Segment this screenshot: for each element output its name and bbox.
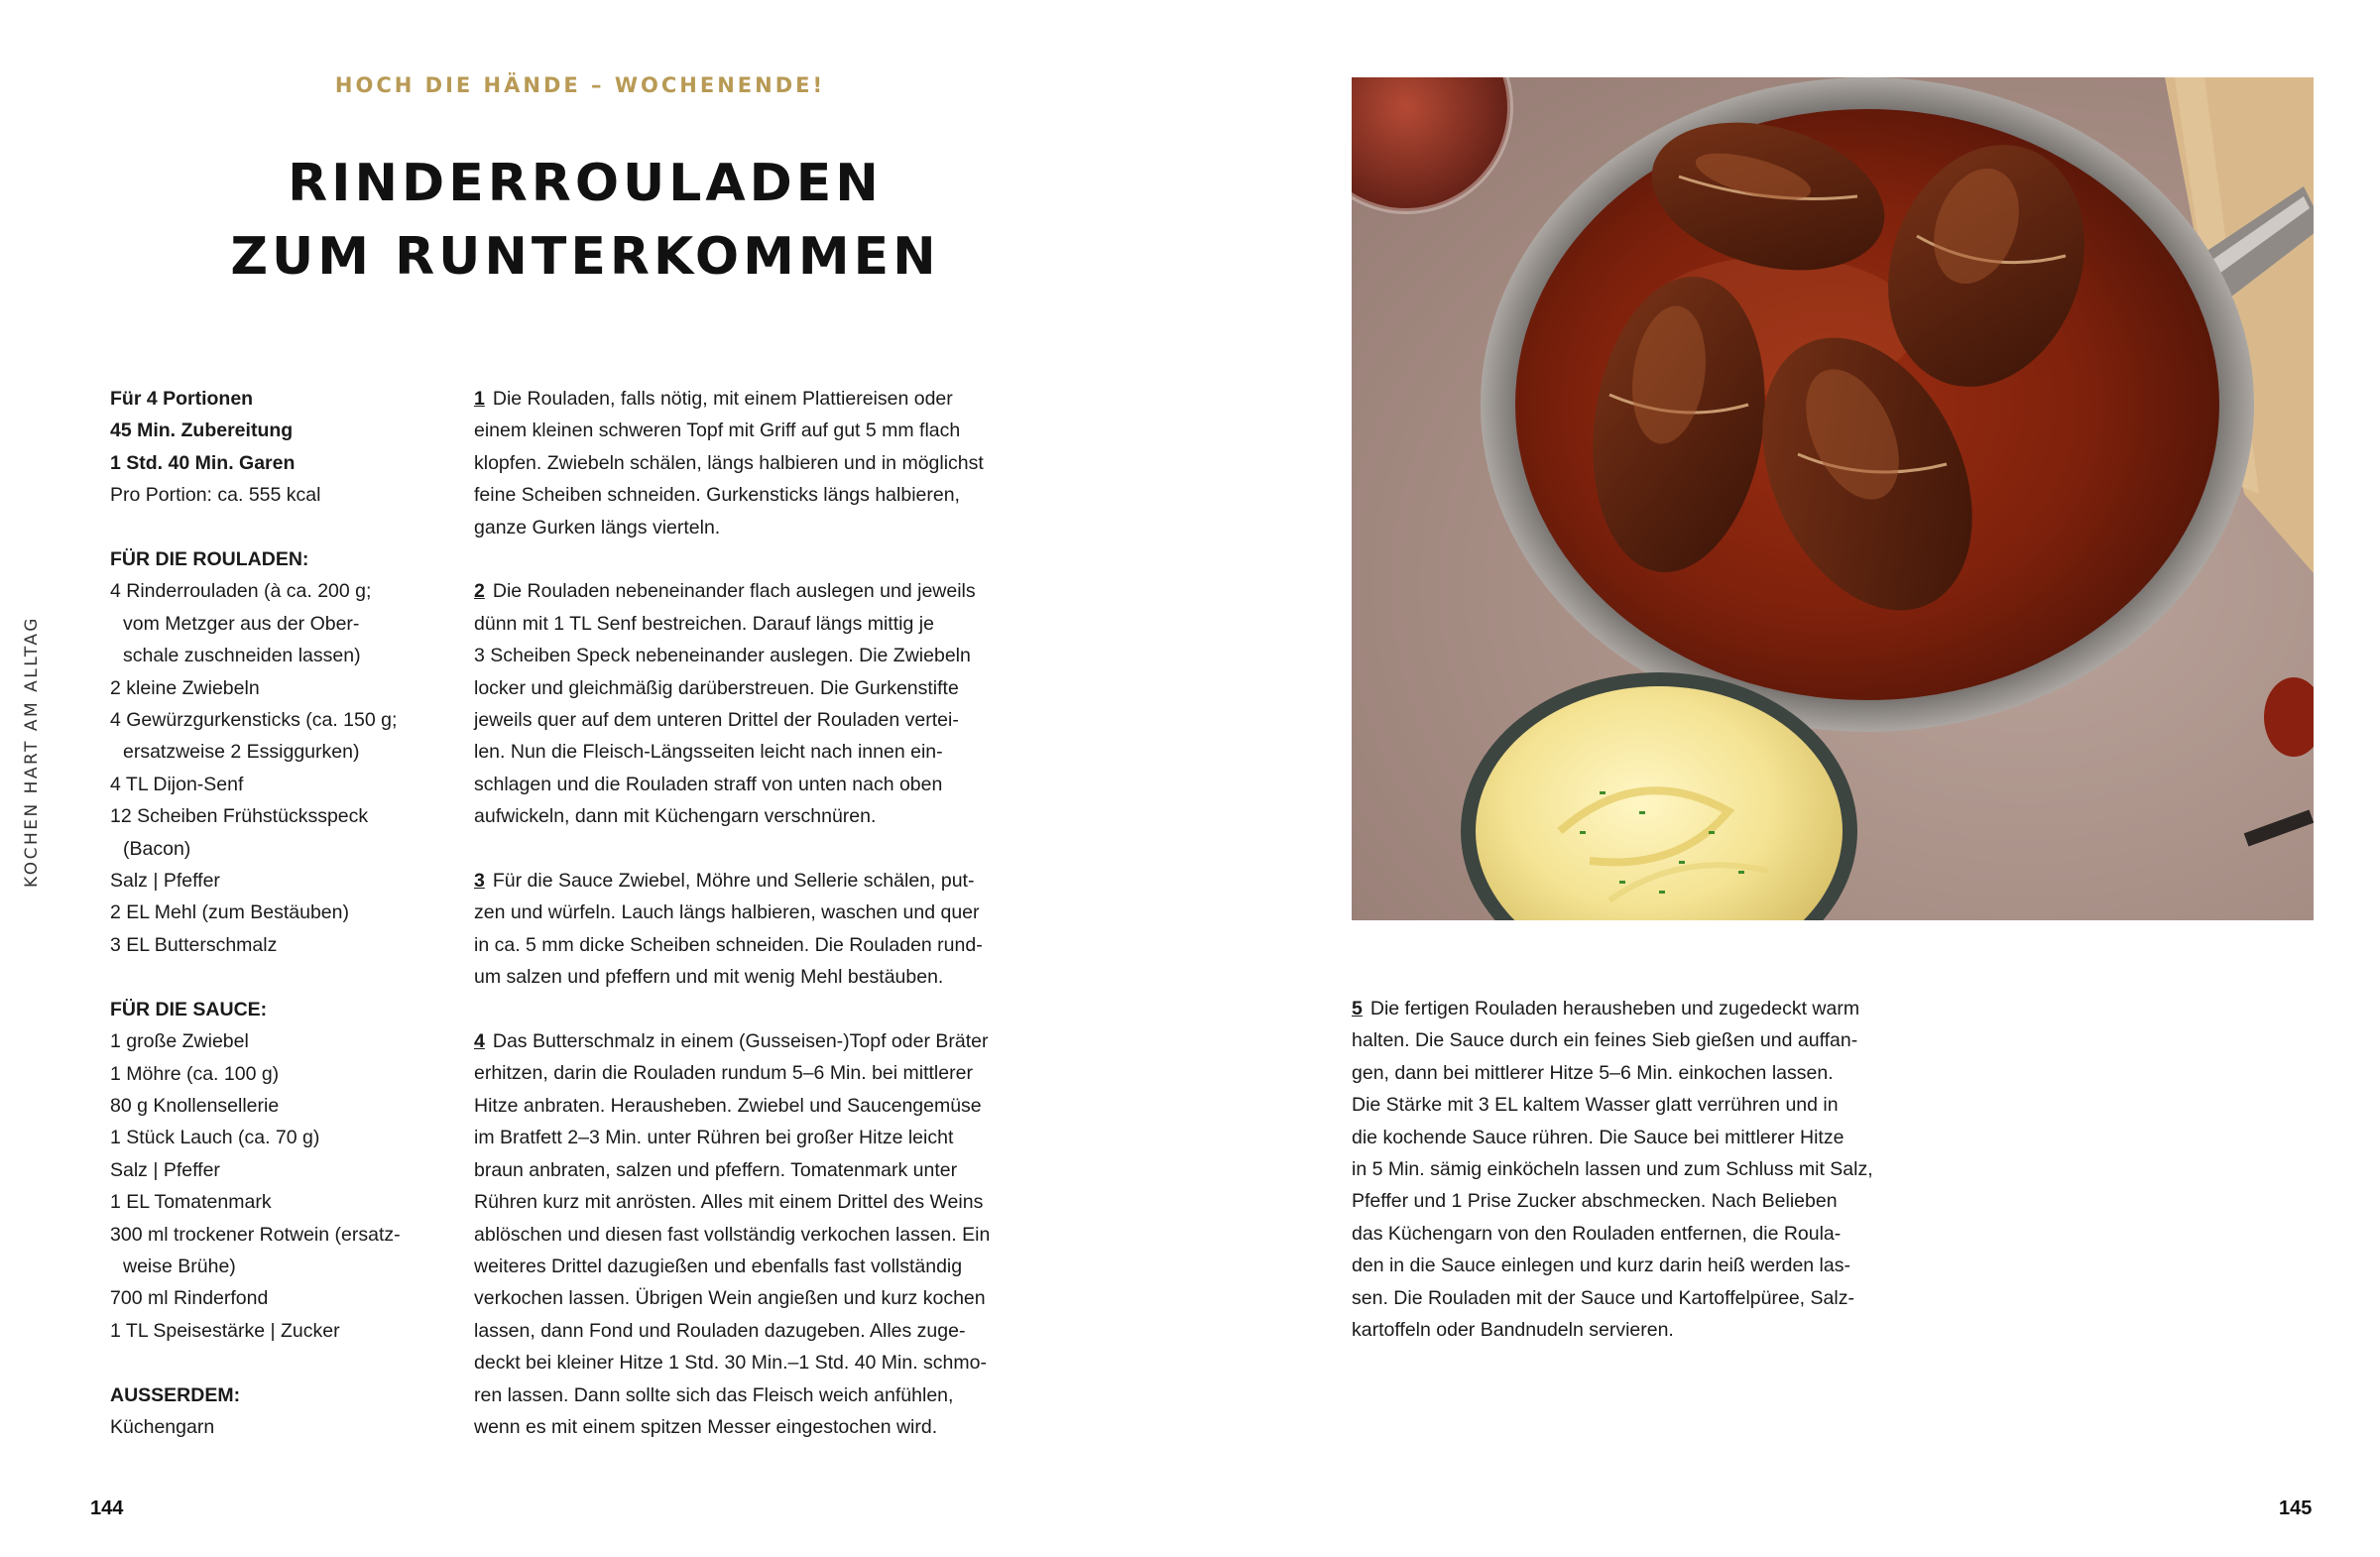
step-text: zen und würfeln. Lauch längs halbieren, waschen und quer — [474, 901, 980, 924]
step-text: einem kleinen schweren Topf mit Griff auf gut 5 mm flach — [474, 419, 961, 442]
ingredient-item: (Bacon) — [123, 837, 191, 860]
step-line — [474, 1090, 1069, 1122]
step-text: klopfen. Zwiebeln schälen, längs halbieren und in möglichst — [474, 451, 984, 474]
rouladen-ingredients-heading: FÜR DIE ROULADEN: — [110, 548, 309, 571]
step-line — [474, 447, 1069, 479]
step-text: verkochen lassen. Übrigen Wein angießen und kurz kochen — [474, 1287, 986, 1310]
ingredient-item: 1 Möhre (ca. 100 g) — [110, 1062, 280, 1085]
food-photo-illustration — [1352, 77, 2314, 920]
ingredients-column — [110, 383, 427, 1443]
step-text: kartoffeln oder Bandnudeln servieren. — [1352, 1319, 1674, 1342]
step-line — [474, 1379, 1069, 1411]
step-line — [474, 865, 1069, 897]
ingredient-item: schale zuschneiden lassen) — [123, 645, 361, 667]
step-text: ren lassen. Dann sollte sich das Fleisch weich anfühlen, — [474, 1383, 954, 1406]
step-text: im Bratfett 2–3 Min. unter Rühren bei großer Hitze leicht — [474, 1127, 954, 1149]
step-text: wenn es mit einem spitzen Messer eingestochen wird. — [474, 1415, 938, 1438]
step-text: um salzen und pfeffern und mit wenig Mehl bestäuben. — [474, 966, 944, 989]
step-text: ablöschen und diesen fast vollständig verkochen lassen. Ein — [474, 1223, 991, 1246]
recipe-info-line: 45 Min. Zubereitung — [110, 419, 294, 442]
step-text: Die Stärke mit 3 EL kaltem Wasser glatt verrühren und in — [1352, 1094, 1839, 1117]
step-line — [474, 415, 1069, 446]
step-line — [1352, 1250, 1966, 1281]
step-line — [1352, 993, 1966, 1024]
step-line — [474, 1411, 1069, 1443]
step-text: weiteres Drittel dazugießen und ebenfalls fast vollständig — [474, 1255, 963, 1277]
ingredient-item: 80 g Knollensellerie — [110, 1094, 280, 1117]
spacer — [110, 961, 427, 993]
step-line — [474, 1025, 1069, 1057]
step-text: erhitzen, darin die Rouladen rundum 5–6 Min. bei mittlerer — [474, 1062, 973, 1085]
ingredient-item: 4 Gewürzgurkensticks (ca. 150 g; — [110, 709, 398, 732]
step-line — [474, 1154, 1069, 1186]
ingredient-item: 12 Scheiben Frühstücksspeck — [110, 805, 369, 828]
step-number: 3 — [474, 870, 485, 893]
ingredient-item: 1 EL Tomatenmark — [110, 1191, 272, 1214]
step-text: deckt bei kleiner Hitze 1 Std. 30 Min.–1 Std. 40 Min. schmo- — [474, 1352, 987, 1375]
recipe-kicker: HOCH DIE HÄNDE – WOCHENENDE! — [334, 73, 826, 97]
step-text: Hitze anbraten. Herausheben. Zwiebel und Saucengemüse — [474, 1094, 982, 1117]
step-text: feine Scheiben schneiden. Gurkensticks längs halbieren, — [474, 484, 960, 507]
step-text: halten. Die Sauce durch ein feines Sieb gießen und auffan- — [1352, 1029, 1858, 1052]
step-line — [474, 512, 1069, 543]
step-line — [474, 1282, 1069, 1314]
ingredient-item: weise Brühe) — [123, 1255, 236, 1277]
step-number: 1 — [474, 388, 485, 410]
spacer — [110, 1347, 427, 1378]
step-line — [1352, 1024, 1966, 1056]
step-text: 3 Scheiben Speck nebeneinander auslegen. Die Zwiebeln — [474, 645, 971, 667]
ingredient-item: 4 Rinderrouladen (à ca. 200 g; — [110, 580, 372, 603]
sauce-ingredients-heading: FÜR DIE SAUCE: — [110, 998, 268, 1020]
step-text: aufwickeln, dann mit Küchengarn verschnüren. — [474, 805, 877, 828]
step-line — [474, 800, 1069, 832]
recipe-info-line: Für 4 Portionen — [110, 388, 254, 410]
ingredient-item: 2 kleine Zwiebeln — [110, 676, 260, 699]
step-line — [474, 704, 1069, 736]
step-line — [474, 1219, 1069, 1251]
step-text: Das Butterschmalz in einem (Gusseisen-)Topf oder Bräter — [492, 1030, 989, 1053]
step-line — [1352, 1057, 1966, 1089]
step-line — [474, 1251, 1069, 1282]
step-line — [474, 640, 1069, 671]
step-line — [474, 672, 1069, 704]
recipe-title-line-2: ZUM RUNTERKOMMEN — [230, 227, 940, 287]
step-line — [474, 1315, 1069, 1347]
step-line — [1352, 1089, 1966, 1121]
step-line — [474, 897, 1069, 928]
spacer — [474, 994, 1069, 1025]
ingredient-item: 1 große Zwiebel — [110, 1030, 249, 1053]
recipe-info-line: 1 Std. 40 Min. Garen — [110, 451, 296, 474]
ingredient-item: 3 EL Butterschmalz — [110, 933, 278, 956]
recipe-title — [149, 147, 1021, 294]
spacer — [110, 512, 427, 543]
ingredient-item: 700 ml Rinderfond — [110, 1287, 269, 1310]
step-number: 5 — [1352, 998, 1363, 1019]
chapter-side-label: KOCHEN HART AM ALLTAG — [22, 616, 42, 888]
step-text: gen, dann bei mittlerer Hitze 5–6 Min. einkochen lassen. — [1352, 1061, 1834, 1084]
step-line — [474, 479, 1069, 511]
recipe-info-line: Pro Portion: ca. 555 kcal — [110, 484, 321, 507]
step-line — [474, 961, 1069, 993]
recipe-title-line-1: RINDERROULADEN — [288, 154, 883, 213]
step-line — [474, 1347, 1069, 1378]
page-number-right: 145 — [2279, 1497, 2313, 1519]
step-line — [474, 383, 1069, 415]
step-text: sen. Die Rouladen mit der Sauce und Kartoffelpüree, Salz- — [1352, 1286, 1854, 1309]
step-text: Die Rouladen, falls nötig, mit einem Plattiereisen oder — [492, 388, 953, 410]
step-line — [474, 1057, 1069, 1089]
step-text: ganze Gurken längs vierteln. — [474, 516, 721, 539]
step-line — [474, 769, 1069, 800]
step-text: locker und gleichmäßig darüberstreuen. Die Gurkenstifte — [474, 676, 959, 699]
step-text: lassen, dann Fond und Rouladen dazugeben. Alles zuge- — [474, 1319, 966, 1342]
step-line — [1352, 1122, 1966, 1153]
ingredient-item: 300 ml trockener Rotwein (ersatz- — [110, 1223, 401, 1246]
ingredient-item: vom Metzger aus der Ober- — [123, 612, 360, 635]
step-text: schlagen und die Rouladen straff von unten nach oben — [474, 773, 943, 795]
step-number: 2 — [474, 580, 485, 603]
step-line — [1352, 1282, 1966, 1314]
step-line — [1352, 1218, 1966, 1250]
ingredient-item: Salz | Pfeffer — [110, 870, 220, 893]
food-photo — [1352, 77, 2314, 920]
instructions-column — [474, 383, 1069, 1443]
spacer — [474, 833, 1069, 865]
step-line — [474, 736, 1069, 768]
step-text: das Küchengarn von den Rouladen entfernen, die Roula- — [1352, 1222, 1842, 1245]
step-text: Rühren kurz mit anrösten. Alles mit einem Drittel des Weins — [474, 1191, 984, 1214]
step-line — [1352, 1314, 1966, 1346]
step-line — [474, 1122, 1069, 1153]
step-line — [474, 929, 1069, 961]
step-line — [474, 1186, 1069, 1218]
step-text: dünn mit 1 TL Senf bestreichen. Darauf längs mittig je — [474, 612, 934, 635]
extra-ingredients-heading: AUSSERDEM: — [110, 1383, 241, 1406]
page-number-left: 144 — [90, 1497, 124, 1519]
ingredient-item: 4 TL Dijon-Senf — [110, 773, 244, 795]
step-text: in ca. 5 mm dicke Scheiben schneiden. Die Rouladen rund- — [474, 933, 983, 956]
step-text: Für die Sauce Zwiebel, Möhre und Sellerie schälen, put- — [492, 870, 975, 893]
ingredient-item: ersatzweise 2 Essiggurken) — [123, 741, 360, 764]
ingredient-item: 1 TL Speisestärke | Zucker — [110, 1319, 340, 1342]
ingredient-item: Küchengarn — [110, 1415, 215, 1438]
step-line — [1352, 1185, 1966, 1217]
step-text: jeweils quer auf dem unteren Drittel der Rouladen vertei- — [474, 709, 959, 732]
step-text: in 5 Min. sämig einköcheln lassen und zum Schluss mit Salz, — [1352, 1158, 1873, 1181]
step-text: Die Rouladen nebeneinander flach auslegen und jeweils — [492, 580, 976, 603]
step-line — [474, 608, 1069, 640]
step-line — [1352, 1153, 1966, 1185]
ingredient-item: Salz | Pfeffer — [110, 1158, 220, 1181]
step-text: die kochende Sauce rühren. Die Sauce bei mittlerer Hitze — [1352, 1126, 1844, 1148]
step-number: 4 — [474, 1030, 485, 1053]
step-text: Pfeffer und 1 Prise Zucker abschmecken. Nach Belieben — [1352, 1190, 1838, 1213]
step-line — [474, 575, 1069, 607]
instructions-column-right — [1352, 993, 1966, 1346]
step-text: Die fertigen Rouladen herausheben und zugedeckt warm — [1369, 998, 1860, 1019]
step-text: den in die Sauce einlegen und kurz darin heiß werden las- — [1352, 1255, 1850, 1277]
ingredient-item: 1 Stück Lauch (ca. 70 g) — [110, 1127, 320, 1149]
step-text: len. Nun die Fleisch-Längsseiten leicht nach innen ein- — [474, 741, 943, 764]
spacer — [474, 543, 1069, 575]
ingredient-item: 2 EL Mehl (zum Bestäuben) — [110, 901, 349, 924]
step-text: braun anbraten, salzen und pfeffern. Tomatenmark unter — [474, 1158, 958, 1181]
